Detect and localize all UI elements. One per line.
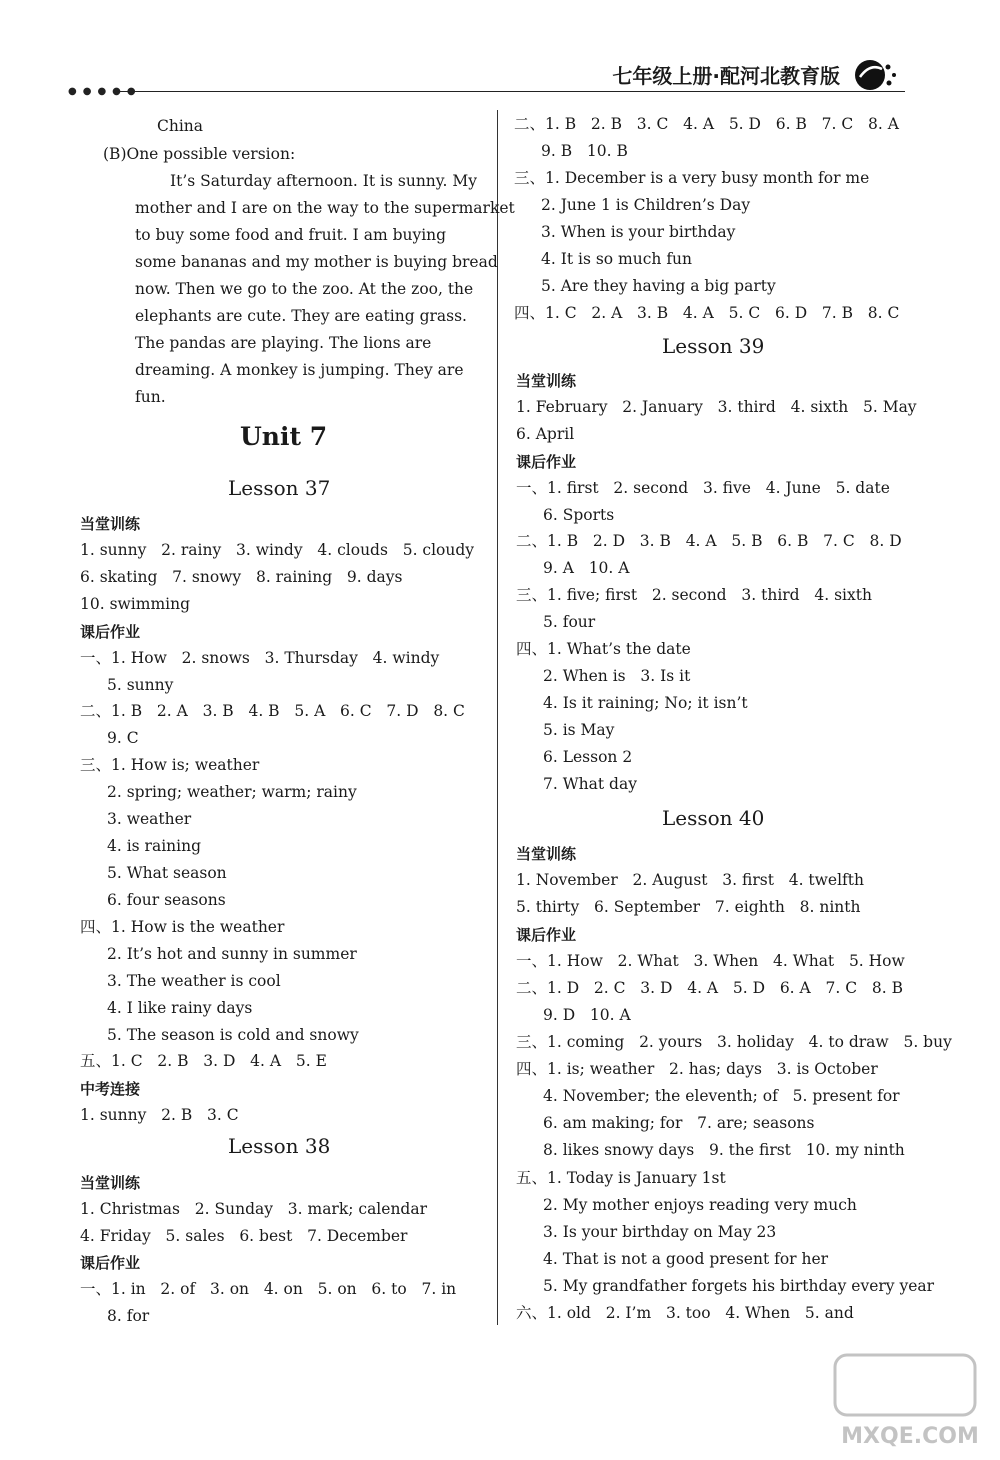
text-line: China bbox=[157, 117, 204, 135]
answer-line: 五、1. Today is January 1st bbox=[516, 1169, 726, 1187]
answer-line: 2. When is 3. Is it bbox=[543, 667, 691, 685]
text-line: to buy some food and fruit. I am buying bbox=[135, 226, 447, 244]
text-line: elephants are cute. They are eating grass. bbox=[135, 307, 467, 325]
text-line: It’s Saturday afternoon. It is sunny. My bbox=[170, 172, 477, 190]
text-line: mother and I are on the way to the supermarket bbox=[135, 199, 515, 217]
answer-line: 6. am making; for 7. are; seasons bbox=[543, 1114, 815, 1132]
answer-line: 3. The weather is cool bbox=[107, 972, 281, 990]
section-label: 中考连接 bbox=[80, 1080, 141, 1098]
answer-line: 1. sunny 2. B 3. C bbox=[80, 1106, 239, 1124]
answer-line: 5. sunny bbox=[107, 676, 174, 694]
answer-line: 5. Are they having a big party bbox=[541, 277, 776, 295]
answer-line: 四、1. C 2. A 3. B 4. A 5. C 6. D 7. B 8. C bbox=[514, 304, 900, 322]
answer-line: 三、1. December is a very busy month for me bbox=[514, 169, 870, 187]
answer-line: 5. My grandfather forgets his birthday every year bbox=[543, 1277, 935, 1295]
answer-line: 二、1. B 2. B 3. C 4. A 5. D 6. B 7. C 8. A bbox=[514, 115, 899, 133]
answer-line: 5. What season bbox=[107, 864, 227, 882]
answer-line: 2. spring; weather; warm; rainy bbox=[107, 783, 357, 801]
answer-line: 二、1. B 2. A 3. B 4. B 5. A 6. C 7. D 8. C bbox=[80, 702, 465, 720]
watermark-logo bbox=[830, 1335, 990, 1455]
text-line: fun. bbox=[135, 388, 166, 406]
answer-line: 二、1. D 2. C 3. D 4. A 5. D 6. A 7. C 8. B bbox=[516, 979, 903, 997]
text-line: The pandas are playing. The lions are bbox=[135, 334, 432, 352]
answer-line: 一、1. How 2. What 3. When 4. What 5. How bbox=[516, 952, 905, 970]
answer-line: 6. April bbox=[516, 425, 575, 443]
header-dots: ●●●●● bbox=[68, 86, 142, 97]
answer-line: 六、1. old 2. I’m 3. too 4. When 5. and bbox=[516, 1304, 854, 1322]
lesson-title: Lesson 38 bbox=[228, 1134, 331, 1158]
answer-line: 4. is raining bbox=[107, 837, 202, 855]
answer-line: 3. When is your birthday bbox=[541, 223, 736, 241]
header-rule bbox=[115, 91, 905, 92]
answer-line: 4. That is not a good present for her bbox=[543, 1250, 829, 1268]
answer-line: 四、1. is; weather 2. has; days 3. is October bbox=[516, 1060, 878, 1078]
section-label: 当堂训练 bbox=[516, 372, 577, 390]
answer-line: 4. Is it raining; No; it isn’t bbox=[543, 694, 748, 712]
answer-line: 三、1. coming 2. yours 3. holiday 4. to draw 5. buy bbox=[516, 1033, 952, 1051]
answer-line: 四、1. How is the weather bbox=[80, 918, 285, 936]
section-label: 课后作业 bbox=[516, 453, 577, 471]
answer-line: 6. four seasons bbox=[107, 891, 226, 909]
answer-line: 5. four bbox=[543, 613, 596, 631]
answer-line: 一、1. first 2. second 3. five 4. June 5. date bbox=[516, 479, 890, 497]
answer-line: 9. C bbox=[107, 729, 139, 747]
answer-line: 9. D 10. A bbox=[543, 1006, 631, 1024]
answer-line: 6. skating 7. snowy 8. raining 9. days bbox=[80, 568, 403, 586]
answer-line: 2. June 1 is Children’s Day bbox=[541, 196, 751, 214]
section-label: 当堂训练 bbox=[516, 845, 577, 863]
answer-line: 2. My mother enjoys reading very much bbox=[543, 1196, 857, 1214]
answer-line: 7. What day bbox=[543, 775, 637, 793]
answer-line: 一、1. How 2. snows 3. Thursday 4. windy bbox=[80, 649, 440, 667]
answer-line: 9. B 10. B bbox=[541, 142, 628, 160]
section-label: 课后作业 bbox=[516, 926, 577, 944]
lesson-title: Lesson 39 bbox=[662, 334, 765, 358]
answer-line: 四、1. What’s the date bbox=[516, 640, 691, 658]
answer-line: 2. It’s hot and sunny in summer bbox=[107, 945, 357, 963]
answer-line: 8. for bbox=[107, 1307, 150, 1325]
answer-line: 5. is May bbox=[543, 721, 615, 739]
answer-line: 1. November 2. August 3. first 4. twelfth bbox=[516, 871, 865, 889]
column-divider bbox=[497, 110, 498, 1325]
answer-line: 三、1. How is; weather bbox=[80, 756, 260, 774]
section-label: 当堂训练 bbox=[80, 515, 141, 533]
answer-line: 10. swimming bbox=[80, 595, 191, 613]
text-line: now. Then we go to the zoo. At the zoo, the bbox=[135, 280, 474, 298]
answer-line: 1. Christmas 2. Sunday 3. mark; calendar bbox=[80, 1200, 427, 1218]
answer-line: 6. Lesson 2 bbox=[543, 748, 633, 766]
section-label: 当堂训练 bbox=[80, 1174, 141, 1192]
answer-line: 五、1. C 2. B 3. D 4. A 5. E bbox=[80, 1052, 327, 1070]
answer-line: 1. sunny 2. rainy 3. windy 4. clouds 5. cloudy bbox=[80, 541, 475, 559]
answer-line: 4. I like rainy days bbox=[107, 999, 253, 1017]
unit-title: Unit 7 bbox=[240, 422, 328, 451]
answer-line: 9. A 10. A bbox=[543, 559, 630, 577]
header-logo-icon bbox=[850, 55, 910, 95]
answer-line: 二、1. B 2. D 3. B 4. A 5. B 6. B 7. C 8. D bbox=[516, 532, 902, 550]
page-header-title: 七年级上册·配河北教育版 bbox=[612, 64, 840, 88]
answer-line: 3. Is your birthday on May 23 bbox=[543, 1223, 777, 1241]
answer-line: 4. Friday 5. sales 6. best 7. December bbox=[80, 1227, 408, 1245]
section-label: 课后作业 bbox=[80, 623, 141, 641]
answer-line: 8. likes snowy days 9. the first 10. my ninth bbox=[543, 1141, 905, 1159]
lesson-title: Lesson 40 bbox=[662, 806, 765, 830]
answer-line: 1. February 2. January 3. third 4. sixth 5. May bbox=[516, 398, 917, 416]
answer-line: 5. The season is cold and snowy bbox=[107, 1026, 359, 1044]
answer-line: 一、1. in 2. of 3. on 4. on 5. on 6. to 7. in bbox=[80, 1280, 457, 1298]
answer-line: 4. November; the eleventh; of 5. present for bbox=[543, 1087, 900, 1105]
section-label: 课后作业 bbox=[80, 1254, 141, 1272]
watermark-text: MXQE.COM bbox=[841, 1424, 979, 1449]
text-line: some bananas and my mother is buying bread bbox=[135, 253, 498, 271]
text-line: (B)One possible version: bbox=[103, 145, 296, 163]
lesson-title: Lesson 37 bbox=[228, 476, 331, 500]
answer-line: 4. It is so much fun bbox=[541, 250, 693, 268]
answer-line: 6. Sports bbox=[543, 506, 615, 524]
answer-line: 三、1. five; first 2. second 3. third 4. sixth bbox=[516, 586, 872, 604]
answer-line: 5. thirty 6. September 7. eighth 8. ninth bbox=[516, 898, 861, 916]
answer-line: 3. weather bbox=[107, 810, 192, 828]
text-line: dreaming. A monkey is jumping. They are bbox=[135, 361, 464, 379]
